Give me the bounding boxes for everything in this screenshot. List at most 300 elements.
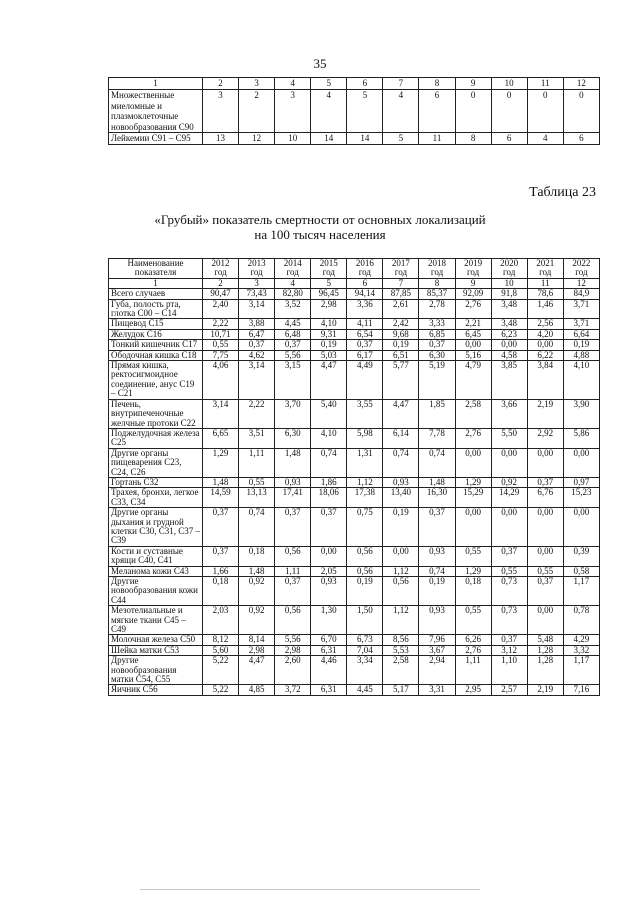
table-row [109, 350, 600, 360]
row-value: 3,14 [239, 299, 275, 319]
year-header: 2020 год [491, 259, 527, 279]
row-value: 3,52 [275, 299, 311, 319]
row-value: 2,76 [455, 299, 491, 319]
row-value: 5 [383, 133, 419, 145]
row-value: 3,88 [239, 319, 275, 329]
column-number-row [109, 278, 600, 288]
row-value: 14,59 [203, 488, 239, 508]
row-value: 1,48 [275, 448, 311, 477]
row-value: 2,76 [455, 428, 491, 448]
row-value: 0,37 [419, 340, 455, 350]
column-number: 1 [109, 278, 203, 288]
column-number: 3 [239, 78, 275, 90]
row-value: 11 [419, 133, 455, 145]
row-value: 8,12 [203, 635, 239, 645]
row-value: 0,93 [383, 477, 419, 487]
row-value: 0 [527, 90, 563, 133]
row-value: 4,45 [347, 685, 383, 695]
row-value: 12 [239, 133, 275, 145]
row-value: 0,56 [383, 577, 419, 606]
row-value: 3,55 [347, 399, 383, 428]
row-value: 0,00 [311, 546, 347, 566]
row-value: 0,56 [275, 546, 311, 566]
row-value: 1,30 [311, 606, 347, 635]
year-header: 2013 год [239, 259, 275, 279]
table-title-line-1: «Грубый» показатель смертности от основных локализаций [154, 212, 486, 227]
row-name: Поджелудочная железа С25 [109, 428, 203, 448]
row-value: 0,00 [455, 448, 491, 477]
row-value: 3,90 [563, 399, 599, 428]
row-value: 13,13 [239, 488, 275, 508]
table-row [109, 90, 600, 133]
row-value: 5,22 [203, 685, 239, 695]
row-value: 94,14 [347, 289, 383, 299]
row-value: 16,30 [419, 488, 455, 508]
row-value: 0,37 [311, 508, 347, 547]
row-value: 0,56 [347, 546, 383, 566]
row-value: 73,43 [239, 289, 275, 299]
column-number: 6 [347, 278, 383, 288]
row-value: 8,14 [239, 635, 275, 645]
row-value: 0,97 [563, 477, 599, 487]
row-value: 0 [455, 90, 491, 133]
row-value: 2,19 [527, 685, 563, 695]
row-value: 0,37 [527, 577, 563, 606]
row-value: 6,17 [347, 350, 383, 360]
row-value: 1,48 [239, 566, 275, 576]
row-value: 3,31 [419, 685, 455, 695]
row-value: 1,86 [311, 477, 347, 487]
row-value: 2,42 [383, 319, 419, 329]
row-value: 13 [203, 133, 239, 145]
row-value: 5,16 [455, 350, 491, 360]
row-value: 2,40 [203, 299, 239, 319]
column-number: 3 [239, 278, 275, 288]
row-value: 6,51 [383, 350, 419, 360]
row-value: 7,75 [203, 350, 239, 360]
column-number-row [109, 78, 600, 90]
row-value: 7,78 [419, 428, 455, 448]
column-number: 7 [383, 278, 419, 288]
row-value: 2,22 [203, 319, 239, 329]
row-value: 0,18 [455, 577, 491, 606]
row-value: 87,85 [383, 289, 419, 299]
column-number: 4 [275, 78, 311, 90]
row-value: 6,23 [491, 329, 527, 339]
row-value: 0,55 [203, 340, 239, 350]
header-name: Наименование показателя [109, 259, 203, 279]
row-value: 0,00 [383, 546, 419, 566]
row-value: 10,71 [203, 329, 239, 339]
column-number: 6 [347, 78, 383, 90]
row-value: 1,66 [203, 566, 239, 576]
row-value: 5,60 [203, 645, 239, 655]
row-value: 1,48 [203, 477, 239, 487]
row-value: 4,10 [311, 428, 347, 448]
row-value: 5,22 [203, 656, 239, 685]
table-row [109, 448, 600, 477]
row-value: 0,18 [203, 577, 239, 606]
column-number: 11 [527, 278, 563, 288]
row-value: 1,31 [347, 448, 383, 477]
table-row [109, 635, 600, 645]
year-header: 2017 год [383, 259, 419, 279]
row-value: 0,19 [383, 340, 419, 350]
row-value: 2,98 [239, 645, 275, 655]
column-number: 2 [203, 78, 239, 90]
table-row [109, 488, 600, 508]
row-name: Пищевод С15 [109, 319, 203, 329]
row-value: 78,6 [527, 289, 563, 299]
row-value: 0,00 [527, 606, 563, 635]
row-value: 0,00 [527, 448, 563, 477]
row-value: 6,85 [419, 329, 455, 339]
row-value: 4,58 [491, 350, 527, 360]
table-row [109, 361, 600, 400]
row-value: 5,50 [491, 428, 527, 448]
row-value: 4,88 [563, 350, 599, 360]
row-value: 0,78 [563, 606, 599, 635]
row-value: 0,58 [563, 566, 599, 576]
row-value: 6,22 [527, 350, 563, 360]
row-value: 4,10 [311, 319, 347, 329]
row-value: 9,68 [383, 329, 419, 339]
row-value: 6,30 [275, 428, 311, 448]
row-value: 7,16 [563, 685, 599, 695]
table-row [109, 656, 600, 685]
row-value: 0,00 [527, 508, 563, 547]
row-value: 0,93 [311, 577, 347, 606]
row-value: 1,12 [383, 566, 419, 576]
column-number: 5 [311, 278, 347, 288]
year-header: 2015 год [311, 259, 347, 279]
table-row [109, 340, 600, 350]
year-header: 2021 год [527, 259, 563, 279]
row-value: 18,06 [311, 488, 347, 508]
row-value: 3,84 [527, 361, 563, 400]
row-value: 2,60 [275, 656, 311, 685]
row-name: Губа, полость рта, глотка С00 – С14 [109, 299, 203, 319]
table-row [109, 606, 600, 635]
row-value: 0 [563, 90, 599, 133]
row-value: 4,06 [203, 361, 239, 400]
column-number: 10 [491, 278, 527, 288]
row-value: 0,73 [491, 606, 527, 635]
row-value: 2,58 [455, 399, 491, 428]
row-value: 6 [563, 133, 599, 145]
row-value: 1,10 [491, 656, 527, 685]
row-value: 2,21 [455, 319, 491, 329]
table-title [150, 212, 490, 242]
table-row [109, 428, 600, 448]
column-number: 8 [419, 278, 455, 288]
row-value: 6,76 [527, 488, 563, 508]
row-value: 6,54 [347, 329, 383, 339]
row-value: 3,33 [419, 319, 455, 329]
table-row [109, 133, 600, 145]
row-value: 2,95 [455, 685, 491, 695]
row-value: 3,12 [491, 645, 527, 655]
row-value: 0,19 [311, 340, 347, 350]
row-value: 5,19 [419, 361, 455, 400]
row-value: 2,05 [311, 566, 347, 576]
row-value: 3,51 [239, 428, 275, 448]
row-value: 1,17 [563, 577, 599, 606]
row-value: 1,28 [527, 656, 563, 685]
row-name: Другие органы пищеварения С23, С24, С26 [109, 448, 203, 477]
row-value: 6,73 [347, 635, 383, 645]
row-value: 2,58 [383, 656, 419, 685]
row-value: 5,98 [347, 428, 383, 448]
table-row [109, 685, 600, 695]
row-value: 3,32 [563, 645, 599, 655]
table-label: Таблица 23 [529, 185, 596, 200]
row-value: 0,00 [527, 546, 563, 566]
row-value: 0,73 [491, 577, 527, 606]
row-value: 2,78 [419, 299, 455, 319]
row-value: 1,29 [455, 566, 491, 576]
row-value: 6,48 [275, 329, 311, 339]
table-row [109, 319, 600, 329]
row-name: Меланома кожи С43 [109, 566, 203, 576]
row-value: 3,36 [347, 299, 383, 319]
row-name: Молочная железа С50 [109, 635, 203, 645]
column-number: 9 [455, 78, 491, 90]
row-value: 1,17 [563, 656, 599, 685]
row-value: 6,30 [419, 350, 455, 360]
row-value: 1,29 [455, 477, 491, 487]
mortality-table [108, 258, 600, 696]
row-name: Ободочная кишка С18 [109, 350, 203, 360]
table-row [109, 289, 600, 299]
row-value: 2,22 [239, 399, 275, 428]
row-value: 0,37 [347, 340, 383, 350]
row-value: 4,62 [239, 350, 275, 360]
row-name: Трахея, бронхи, легкое С33, С34 [109, 488, 203, 508]
row-value: 1,12 [383, 606, 419, 635]
column-number: 11 [527, 78, 563, 90]
row-value: 2,61 [383, 299, 419, 319]
row-value: 0,74 [419, 566, 455, 576]
row-value: 0,37 [491, 546, 527, 566]
column-number: 5 [311, 78, 347, 90]
row-value: 0,00 [491, 448, 527, 477]
row-value: 5,03 [311, 350, 347, 360]
row-value: 1,48 [419, 477, 455, 487]
table-row [109, 645, 600, 655]
table-row [109, 508, 600, 547]
row-value: 2,76 [455, 645, 491, 655]
row-value: 0,19 [563, 340, 599, 350]
row-value: 6,65 [203, 428, 239, 448]
row-value: 1,12 [347, 477, 383, 487]
row-value: 15,23 [563, 488, 599, 508]
row-value: 0,55 [527, 566, 563, 576]
row-value: 4,29 [563, 635, 599, 645]
row-value: 4 [311, 90, 347, 133]
row-name: Тонкий кишечник С17 [109, 340, 203, 350]
year-header: 2022 год [563, 259, 599, 279]
row-value: 1,85 [419, 399, 455, 428]
row-value: 0,37 [275, 340, 311, 350]
row-value: 3,70 [275, 399, 311, 428]
row-value: 1,50 [347, 606, 383, 635]
row-value: 3,85 [491, 361, 527, 400]
row-value: 5,77 [383, 361, 419, 400]
row-value: 0,93 [419, 546, 455, 566]
row-value: 17,38 [347, 488, 383, 508]
row-value: 1,46 [527, 299, 563, 319]
row-value: 14 [311, 133, 347, 145]
row-value: 3,48 [491, 319, 527, 329]
row-value: 3,72 [275, 685, 311, 695]
row-value: 0,00 [527, 340, 563, 350]
row-name: Прямая кишка, ректосигмоидное соединение, анус С19 – С21 [109, 361, 203, 400]
row-value: 0,37 [491, 635, 527, 645]
row-value: 0,37 [527, 477, 563, 487]
row-value: 5,48 [527, 635, 563, 645]
row-value: 2,19 [527, 399, 563, 428]
row-value: 3,34 [347, 656, 383, 685]
row-name: Другие органы дыхания и грудной клетки С30, С31, С37 – С39 [109, 508, 203, 547]
row-value: 0,37 [275, 577, 311, 606]
row-value: 6,31 [311, 645, 347, 655]
row-name: Другие новообразования кожи С44 [109, 577, 203, 606]
column-number: 7 [383, 78, 419, 90]
row-value: 91,8 [491, 289, 527, 299]
row-value: 0 [491, 90, 527, 133]
row-value: 4,49 [347, 361, 383, 400]
row-value: 4 [527, 133, 563, 145]
page-number: 35 [313, 56, 327, 71]
row-value: 0,00 [563, 448, 599, 477]
row-value: 3 [275, 90, 311, 133]
row-value: 96,45 [311, 289, 347, 299]
row-value: 5 [347, 90, 383, 133]
row-name: Лейкемии С91 – С95 [109, 133, 203, 145]
row-value: 4,85 [239, 685, 275, 695]
row-value: 2,98 [275, 645, 311, 655]
row-value: 4,20 [527, 329, 563, 339]
row-value: 1,11 [239, 448, 275, 477]
row-value: 2 [239, 90, 275, 133]
row-value: 4,47 [311, 361, 347, 400]
column-number: 2 [203, 278, 239, 288]
row-name: Мезотелиальные и мягкие ткани С45 – С49 [109, 606, 203, 635]
row-value: 5,53 [383, 645, 419, 655]
column-number: 12 [563, 78, 599, 90]
row-value: 4,11 [347, 319, 383, 329]
row-value: 6,70 [311, 635, 347, 645]
row-value: 0,00 [491, 340, 527, 350]
row-value: 2,03 [203, 606, 239, 635]
row-value: 0,92 [239, 606, 275, 635]
year-header: 2014 год [275, 259, 311, 279]
row-value: 6 [491, 133, 527, 145]
table-row [109, 329, 600, 339]
row-value: 10 [275, 133, 311, 145]
row-value: 4 [383, 90, 419, 133]
row-value: 0,39 [563, 546, 599, 566]
row-value: 1,29 [203, 448, 239, 477]
row-value: 92,09 [455, 289, 491, 299]
scan-artifact-line [140, 889, 480, 890]
year-header: 2019 год [455, 259, 491, 279]
row-value: 90,47 [203, 289, 239, 299]
row-value: 5,86 [563, 428, 599, 448]
row-value: 0,00 [491, 508, 527, 547]
row-name: Печень, внутрипеченочные желчные протоки С22 [109, 399, 203, 428]
row-value: 0,92 [239, 577, 275, 606]
column-number: 9 [455, 278, 491, 288]
row-value: 4,79 [455, 361, 491, 400]
row-value: 15,29 [455, 488, 491, 508]
row-value: 2,94 [419, 656, 455, 685]
row-value: 8,56 [383, 635, 419, 645]
row-value: 4,47 [239, 656, 275, 685]
row-value: 6 [419, 90, 455, 133]
row-value: 0,74 [239, 508, 275, 547]
row-value: 6,47 [239, 329, 275, 339]
row-value: 1,11 [275, 566, 311, 576]
row-value: 0,00 [455, 508, 491, 547]
row-value: 4,46 [311, 656, 347, 685]
row-value: 0,74 [383, 448, 419, 477]
row-value: 2,92 [527, 428, 563, 448]
row-value: 6,31 [311, 685, 347, 695]
row-value: 6,64 [563, 329, 599, 339]
row-value: 2,56 [527, 319, 563, 329]
row-value: 4,47 [383, 399, 419, 428]
row-value: 0,37 [203, 508, 239, 547]
row-value: 0,37 [203, 546, 239, 566]
row-name: Другие новообразования матки С54, С55 [109, 656, 203, 685]
row-value: 0,56 [275, 606, 311, 635]
row-value: 7,96 [419, 635, 455, 645]
row-value: 3,71 [563, 319, 599, 329]
row-value: 5,56 [275, 350, 311, 360]
row-value: 0,93 [275, 477, 311, 487]
year-header: 2012 год [203, 259, 239, 279]
row-value: 1,28 [527, 645, 563, 655]
row-value: 0,55 [239, 477, 275, 487]
column-number: 12 [563, 278, 599, 288]
table-row [109, 577, 600, 606]
row-value: 0,55 [491, 566, 527, 576]
row-value: 6,45 [455, 329, 491, 339]
row-name: Желудок С16 [109, 329, 203, 339]
row-name: Кости и суставные хрящи С40, С41 [109, 546, 203, 566]
row-value: 14 [347, 133, 383, 145]
row-value: 3,71 [563, 299, 599, 319]
row-value: 3,67 [419, 645, 455, 655]
row-value: 17,41 [275, 488, 311, 508]
row-name: Яичник С56 [109, 685, 203, 695]
table-row [109, 566, 600, 576]
column-number: 4 [275, 278, 311, 288]
row-value: 0,37 [275, 508, 311, 547]
row-value: 5,17 [383, 685, 419, 695]
row-value: 0,19 [383, 508, 419, 547]
row-value: 0,55 [455, 546, 491, 566]
row-value: 6,26 [455, 635, 491, 645]
row-value: 0,19 [347, 577, 383, 606]
row-value: 0,37 [239, 340, 275, 350]
row-name: Шейка матки С53 [109, 645, 203, 655]
row-value: 0,56 [347, 566, 383, 576]
row-value: 1,11 [455, 656, 491, 685]
row-value: 2,98 [311, 299, 347, 319]
